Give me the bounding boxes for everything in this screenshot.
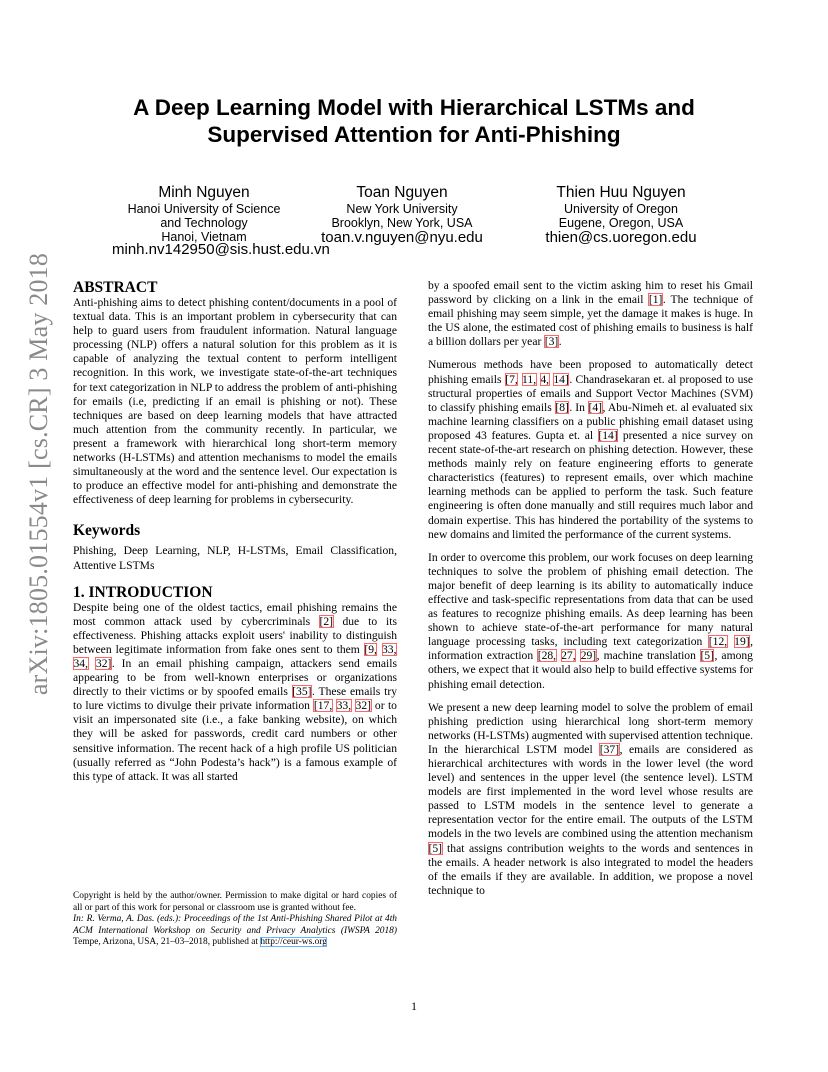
page-number: 1 (411, 1000, 417, 1013)
author-block-2 (312, 184, 492, 246)
proceedings-citation: In: R. Verma, A. Das. (eds.): Proceedings of the 1st Anti-Phishing Shared Pilot at 4th ACM International Workshop on Security and Privacy Analytics (IWSPA 2018) (73, 914, 397, 936)
author-location: Hanoi, Vietnam (161, 230, 247, 244)
arxiv-stamp-text: arXiv:1805.01554v1 [cs.CR] 3 May 2018 (24, 252, 53, 696)
citation-link[interactable]: [4] (588, 400, 603, 414)
citation-link[interactable]: [5] (428, 841, 443, 855)
introduction-heading: 1. INTRODUCTION (73, 583, 213, 601)
text-run: . The technique of email phishing may seem simple, yet the damage it makes is huge. In the US alone, the estimated cost of phishing emails to business is half a billion dollars per year (428, 293, 754, 349)
text-run: , information extraction (428, 635, 754, 663)
text-run: . (558, 335, 562, 349)
citation-link[interactable]: [12, (708, 635, 728, 649)
citation-link[interactable]: [9, (364, 642, 377, 656)
author-location: Brooklyn, New York, USA (331, 216, 473, 230)
text-run: In order to overcome this problem, our work focuses on deep learning techniques to solve the problem of phishing email detection. The major benefit of deep learning is its ability to automatically induce effective and task-specific representations from data that can be used as features to recognize phishing emails. As deep learning has been shown to achieve state-of-the-art performance for many natural language processing tasks, including text categorization (428, 550, 753, 649)
right-paragraph-4 (428, 701, 753, 898)
citation-link[interactable]: [37] (599, 742, 620, 756)
citation-link[interactable]: [8] (555, 400, 569, 414)
citation-link[interactable]: 33, (382, 642, 397, 656)
citation-link[interactable]: 32] (95, 656, 112, 670)
citation-link[interactable]: 29] (580, 649, 597, 663)
right-paragraph-1 (428, 279, 753, 349)
text-run: , machine translation (596, 649, 700, 663)
text-run: . These emails try to lure victims to divulge their private information (73, 685, 398, 713)
text-run: , Abu-Nimeh et. al evaluated six machine learning classifiers on a public phishing email dataset using proposed 43 features. Gupta et. al (428, 400, 753, 442)
text-run: that assigns contribution weights to the words and sentences in the emails. A header network is also integrated to model the headers of the emails if they are available. In addition, we propose a novel technique to (428, 841, 753, 897)
citation-link[interactable]: 11, (522, 372, 537, 386)
text-run: . In (569, 400, 589, 414)
author-name: Toan Nguyen (356, 184, 448, 201)
citation-link[interactable]: 33, (336, 699, 352, 713)
text-run: . Chandrasekaran et. al proposed to use structural properties of emails and Support Vector Machines (SVM) to classify phishing emails (428, 372, 754, 414)
citation-link[interactable]: 34, (73, 656, 88, 670)
text-run: We present a new deep learning model to solve the problem of email phishing prediction using hierarchical long short-term memory networks (H-LSTMs) augmented with supervised attention technique. In the hierarchical LSTM model (428, 700, 753, 756)
left-column (73, 279, 397, 784)
text-run: , emails are considered as hierarchical architectures with words in the lower level (the word level) and sentences in the upper level (the sentence level). LSTM models are first implemented in the word level whose results are passed to LSTM models in the sentence level to generate a representation vector for the entire email. The outputs of the LSTM models in the two levels are combined using the attention mechanism (428, 742, 753, 841)
author-location: Eugene, Oregon, USA (558, 216, 684, 230)
citation-link[interactable]: [17, (313, 699, 333, 713)
citation-link[interactable]: [28, (537, 649, 557, 663)
citation-link[interactable]: [2] (319, 614, 334, 628)
author-email: minh.nv142950@sis.hust.edu.vn (112, 241, 330, 258)
text-run: Numerous methods have been proposed to automatically detect phishing emails (428, 358, 753, 386)
right-column (428, 279, 753, 907)
citation-link[interactable]: 27, (561, 649, 576, 663)
title-line-1: A Deep Learning Model with Hierarchical LSTMs and (133, 95, 695, 120)
citation-link[interactable]: [35] (292, 685, 312, 699)
text-run: presented a nice survey on recent state-of-the-art research on phishing detection. However, these methods mainly rely on feature engineering efforts to generate characteristics (features) to represent emails, over which machine learning methods can be applied to perform the task. Such feature engineering is often done manually and still requires much labor and domain expertise. This has hindered the portability of the systems to new domains and limited the performance of the current systems. (428, 428, 754, 541)
text-run: due to its effectiveness. Phishing attacks exploit users' inability to distinguish between legitimate information from fake ones sent to them (73, 614, 397, 656)
citation-link[interactable]: 32] (355, 699, 371, 713)
citation-link[interactable]: 19] (734, 635, 750, 649)
keywords-heading: Keywords (73, 522, 141, 540)
citation-link[interactable]: [14] (598, 428, 618, 442)
author-name: Thien Huu Nguyen (556, 184, 686, 201)
keywords-text: Phishing, Deep Learning, NLP, H-LSTMs, Email Classification, Attentive LSTMs (73, 544, 397, 572)
text-run: Despite being one of the oldest tactics, email phishing remains the most common attack used by cybercriminals (73, 600, 397, 628)
text-run: or to visit an impersonated site (i.e., a fake banking website), on which they will be asked for passwords, credit card numbers or other sensitive information. The recent hack of a high profile US politician (usually referred as “John Podesta’s hack”) is a famous example of this type of attack. It was all started (73, 699, 397, 783)
citation-link[interactable]: 14] (553, 372, 569, 386)
text-run: . In an email phishing campaign, attackers send emails appearing to be from well-known enterprises or organizations directly to their victims or by spoofed emails (73, 656, 397, 699)
author-email: toan.v.nguyen@nyu.edu (321, 229, 483, 246)
citation-link[interactable]: [7, (505, 372, 518, 386)
copyright-notice (73, 891, 397, 949)
author-affiliation: University of Oregon (564, 202, 678, 216)
author-block-3 (526, 184, 716, 246)
copyright-text: Copyright is held by the author/owner. Permission to make digital or hard copies of all or part of this work for personal or classroom use is granted without fee. (73, 891, 397, 913)
author-affiliation: New York University (346, 202, 458, 216)
author-block-1 (112, 184, 296, 244)
citation-link[interactable]: [5] (700, 649, 714, 663)
text-run: , among others, we expect that it would also help to build effective systems for phishing email detection. (428, 649, 753, 691)
text-run: by a spoofed email sent to the victim asking him to reset his Gmail password by clicking on a link in the email (428, 279, 753, 307)
intro-paragraph (73, 601, 397, 784)
abstract-text: Anti-phishing aims to detect phishing content/documents in a pool of textual data. This is an important problem in cybersecurity that can help to guard users from fraudulent information. Natural language processing (NLP) offers a natural solution for this problem as it is capable of analyzing the textual content to perform intelligent recognition. In this work, we investigate state-of-the-art techniques for text categorization in NLP to address the problem of anti-phishing for emails (i.e, predicting if an email is phishing or not). These techniques are based on deep learning models that have attracted much attention from the community recently. In particular, we present a framework with hierarchical long short-term memory networks (H-LSTMs) and attention mechanisms to model the emails simultaneously at the word and the sentence level. Our expectation is to produce an effective model for anti-phishing and demonstrate the effectiveness of deep learning for problems in cybersecurity. (73, 296, 397, 507)
abstract-heading: ABSTRACT (73, 279, 158, 296)
ceur-link[interactable]: http://ceur-ws.org (260, 937, 327, 947)
venue-text: Tempe, Arizona, USA, 21–03–2018, published at (73, 937, 261, 947)
citation-link[interactable]: [3] (544, 335, 559, 349)
right-paragraph-2 (428, 358, 753, 541)
arxiv-stamp (22, 252, 56, 696)
citation-link[interactable]: 4, (540, 372, 550, 386)
author-name: Minh Nguyen (158, 184, 250, 201)
right-paragraph-3 (428, 551, 753, 692)
title-line-2: Supervised Attention for Anti-Phishing (207, 122, 621, 147)
author-affiliation: Hanoi University of Science (127, 202, 281, 216)
author-email: thien@cs.uoregon.edu (545, 229, 697, 246)
author-affiliation: and Technology (160, 216, 248, 230)
citation-link[interactable]: [1] (648, 293, 663, 307)
paper-title (60, 94, 768, 148)
